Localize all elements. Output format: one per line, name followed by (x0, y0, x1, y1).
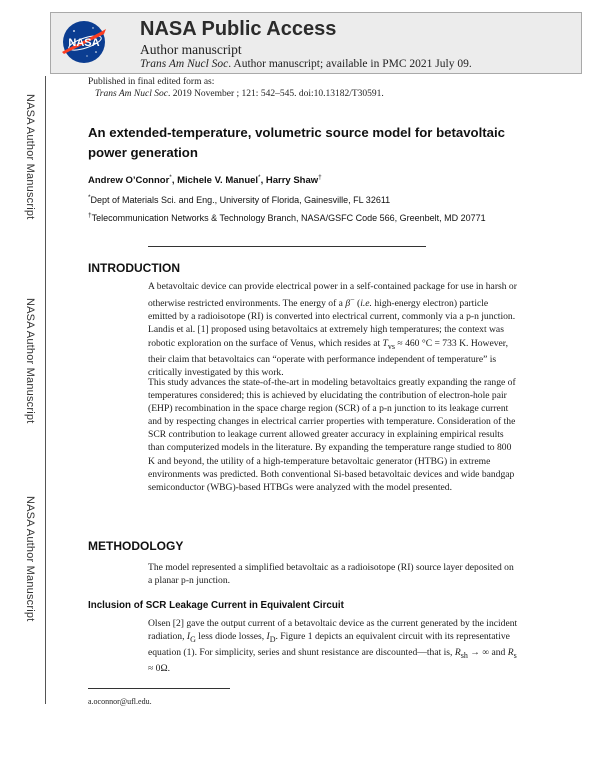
side-label-1: NASA Author Manuscript (24, 94, 36, 220)
scr-subsection-heading: Inclusion of SCR Leakage Current in Equivalent Circuit (88, 600, 344, 611)
id-subscript: D (269, 635, 276, 644)
footnote-email: a.oconnor@ufl.edu. (88, 697, 152, 706)
banner-availability-text: . Author manuscript; available in PMC 2021 July 09. (228, 58, 472, 70)
text-run: ≈ 460 °C = 733 K. However, their claim that betavoltaics can “operate with performance independent of temperature” is critically investigated by this work. (148, 337, 508, 378)
author-mark: * (169, 174, 172, 181)
text-run: → ∞ and (467, 647, 508, 659)
rsh-symbol: R (454, 647, 461, 659)
rs-subscript: s (513, 651, 517, 660)
introduction-paragraph-1 (148, 280, 518, 379)
rs-symbol: R (507, 647, 514, 659)
ie-abbrev: i.e. (360, 298, 372, 310)
banner-journal: Trans Am Nucl Soc (140, 58, 229, 70)
margin-rule (45, 76, 46, 704)
side-label-2: NASA Author Manuscript (24, 298, 36, 424)
published-journal: Trans Am Nucl Soc (95, 89, 168, 99)
text-run: high-energy electron) particle emitted by a radioisotope (RI) is converted into electrical current, commonly via a p-n junction. Landis et al. [1] proposed using betavoltaics at extremely high temperatures; the context was robotic exploration on the surface of Venus, which resides at (148, 298, 516, 349)
affiliation-text: Dept of Materials Sci. and Eng., University of Florida, Gainesville, FL 32611 (90, 195, 391, 205)
author-list (88, 174, 322, 186)
paper-title: An extended-temperature, volumetric source model for betavoltaic power generation (88, 125, 505, 160)
rsh-subscript: sh (460, 651, 468, 660)
tvs-symbol: T (382, 337, 388, 349)
ig-subscript: G (190, 635, 196, 644)
introduction-heading: INTRODUCTION (88, 261, 180, 275)
beta-symbol: β (345, 298, 351, 310)
scr-paragraph-1 (148, 617, 518, 675)
footnote-rule (88, 688, 230, 689)
introduction-paragraph-2: This study advances the state-of-the-art in modeling betavoltaics greatly expanding the range of temperatures considered; this is achieved by elucidating the contribution of electron-hole pair (EHP) recombination in the space charge region (SCR) of a p-n junction to its leakage current and by respecting changes in electrical carrier properties with temperature. Consideration of the SCR contribution to leakage current allowed greater accuracy in explaining empirical results than computerized models in the literature. By expanding the temperature range studied to 800 K and beyond, the utility of a high-temperature betavoltaic generator (HTBG) in extreme environments was predicted. Both conventional Si-based betavoltaic devices and wide bandgap semiconductor (WBG)-based HTBGs were analyzed with the model presented. (148, 377, 516, 493)
banner-title: NASA Public Access (140, 18, 337, 40)
published-citation (95, 89, 384, 99)
beta-superscript: − (350, 295, 355, 305)
id-symbol: I (266, 631, 270, 643)
nasa-meatball-logo (60, 19, 108, 65)
affiliation-text: Telecommunication Networks & Technology Branch, NASA/GSFC Code 566, Greenbelt, MD 20771 (91, 213, 486, 223)
text-run: Olsen [2] gave the output current of a betavoltaic device as the current generated by the incident radiation, (148, 618, 518, 643)
author-mark: † (318, 174, 322, 181)
affiliation-2 (88, 209, 508, 225)
published-citation-text: . 2019 November ; 121: 542–545. doi:10.13182/T30591. (167, 89, 384, 99)
text-run: less diode losses, (195, 631, 267, 643)
affiliation-mark: * (88, 194, 91, 201)
svg-text:NASA: NASA (68, 37, 100, 49)
methodology-paragraph-1: The model represented a simplified betavoltaic as a radioisotope (RI) source layer deposited on a planar p-n junction. (148, 562, 514, 587)
author-name: , Harry Shaw (260, 175, 319, 187)
affiliation-mark: † (88, 212, 92, 219)
text-run: ≈ 0Ω. (148, 663, 170, 675)
published-label: Published in final edited form as: (88, 77, 215, 87)
ig-symbol: I (186, 631, 191, 643)
author-name: Andrew O’Connor (88, 175, 170, 187)
author-name: , Michele V. Manuel (171, 175, 259, 187)
text-run: A betavoltaic device can provide electrical power in a self-contained package for use in harsh or otherwise restricted environments. The energy of a (148, 281, 517, 310)
author-mark: * (258, 174, 261, 181)
affiliation-1 (88, 191, 508, 207)
nasa-public-access-banner (50, 12, 582, 74)
tvs-subscript: vs (387, 341, 396, 351)
text-run: . Figure 1 depicts an equivalent circuit with its representative equation (1). For simplicity, series and shunt resistance are discounted—that is, (148, 631, 510, 659)
text-run: ( (354, 298, 361, 310)
side-label-3: NASA Author Manuscript (24, 496, 36, 622)
methodology-heading: METHODOLOGY (88, 539, 184, 553)
author-divider (148, 246, 426, 247)
banner-availability (140, 58, 472, 70)
banner-subtitle: Author manuscript (140, 42, 242, 57)
